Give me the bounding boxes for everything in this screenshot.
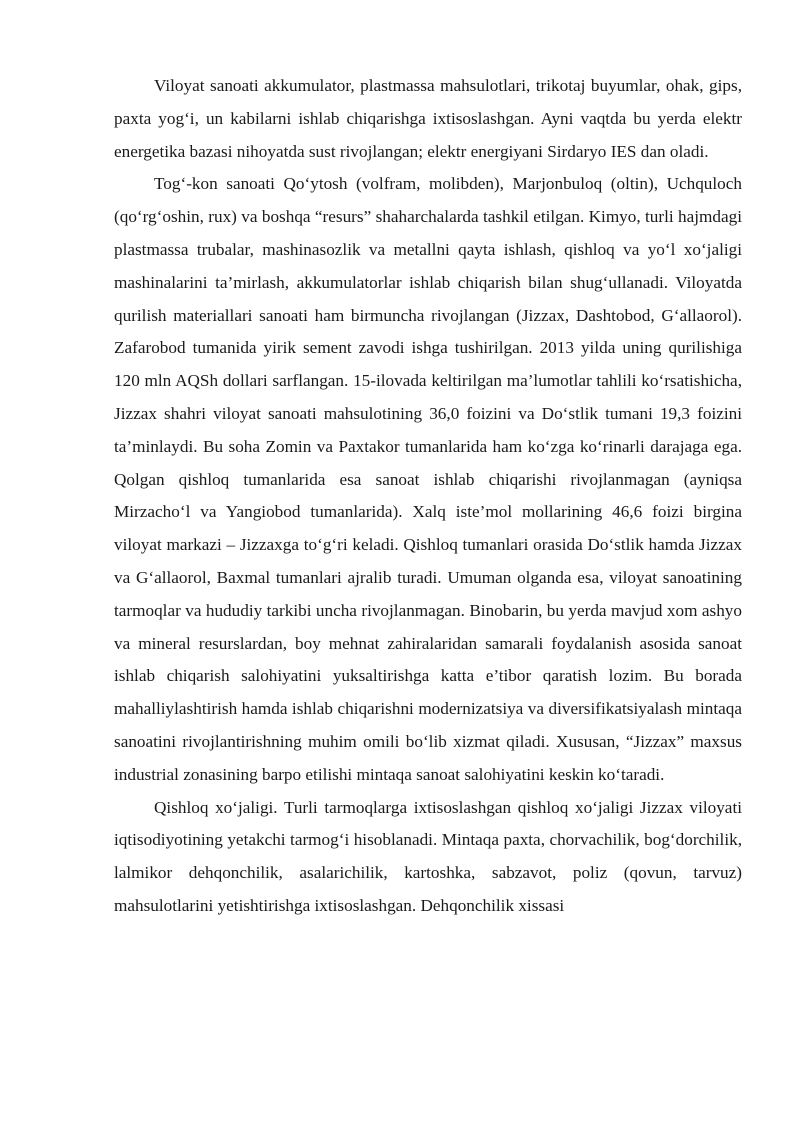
paragraph-agriculture: Qishloq xo‘jaligi. Turli tarmoqlarga ixtisoslashgan qishloq xo‘jaligi Jizzax viloyati iqtisodiyotining yetakchi tarmog‘i hisoblanadi. Mintaqa paxta, chorvachilik, bog‘dorchilik, lalmikor dehqonchilik, asalarichilik, kartoshka, sabzavot, poliz (qovun, tarvuz) mahsulotlarini yetishtirishga ixtisoslashgan. Dehqonchilik xissasi	[114, 797, 742, 915]
paragraph-mining-industry: Tog‘-kon sanoati Qo‘ytosh (volfram, molibden), Marjonbuloq (oltin), Uchquloch (qo‘rg‘oshin, rux) va boshqa “resurs” shaharchalarda tashkil etilgan. Kimyo, turli hajmdagi plastmassa trubalar, mashinasozlik va metallni qayta ishlash, qishloq va yo‘l xo‘jaligi mashinalarini ta’mirlash, akkumulatorlar ishlab chiqarish bilan shug‘ullanadi. Viloyatda qurilish materiallari sanoati ham birmuncha rivojlangan (Jizzax, Dashtobod, G‘allaorol). Zafarobod tumanida yirik sement zavodi ishga tushirilgan. 2013 yilda uning qurilishiga 120 mln AQSh dollari sarflangan. 15-ilovada keltirilgan ma’lumotlar tahlili ko‘rsatishicha, Jizzax shahri viloyat sanoati mahsulotining 36,0 foizini va Do‘stlik tumani 19,3 foizini ta’minlaydi. Bu soha Zomin va Paxtakor tumanlarida ham ko‘zga ko‘rinarli darajaga ega. Qolgan qishloq tumanlarida esa sanoat ishlab chiqarishi rivojlanmagan (ayniqsa Mirzacho‘l va Yangiobod tumanlarida). Xalq iste’mol mollarining 46,6 foizi birgina viloyat markazi – Jizzaxga to‘g‘ri keladi. Qishloq tumanlari orasida Do‘stlik hamda Jizzax va G‘allaorol, Baxmal tumanlari ajralib turadi. Umuman olganda esa, viloyat sanoatining tarmoqlar va hududiy tarkibi uncha rivojlanmagan. Binobarin, bu yerda mavjud xom ashyo va mineral resurslardan, boy mehnat zahiralaridan samarali foydalanish asosida sanoat ishlab chiqarish salohiyatini yuksaltirishga katta e’tibor qaratish lozim. Bu borada mahalliylashtirish hamda ishlab chiqarishni modernizatsiya va diversifikatsiyalash mintaqa sanoatini rivojlantirishning muhim omili bo‘lib xizmat qiladi. Xususan, “Jizzax” maxsus industrial zonasining barpo etilishi mintaqa sanoat salohiyatini keskin ko‘taradi.	[114, 174, 742, 784]
paragraph-industry-specialization: Viloyat sanoati akkumulator, plastmassa mahsulotlari, trikotaj buyumlar, ohak, gips, paxta yog‘i, un kabilarni ishlab chiqarishga ixtisoslashgan. Ayni vaqtda bu yerda elektr energetika bazasi nihoyatda sust rivojlangan; elektr energiyani Sirdaryo IES dan oladi.	[114, 76, 742, 161]
document-page	[114, 70, 742, 923]
